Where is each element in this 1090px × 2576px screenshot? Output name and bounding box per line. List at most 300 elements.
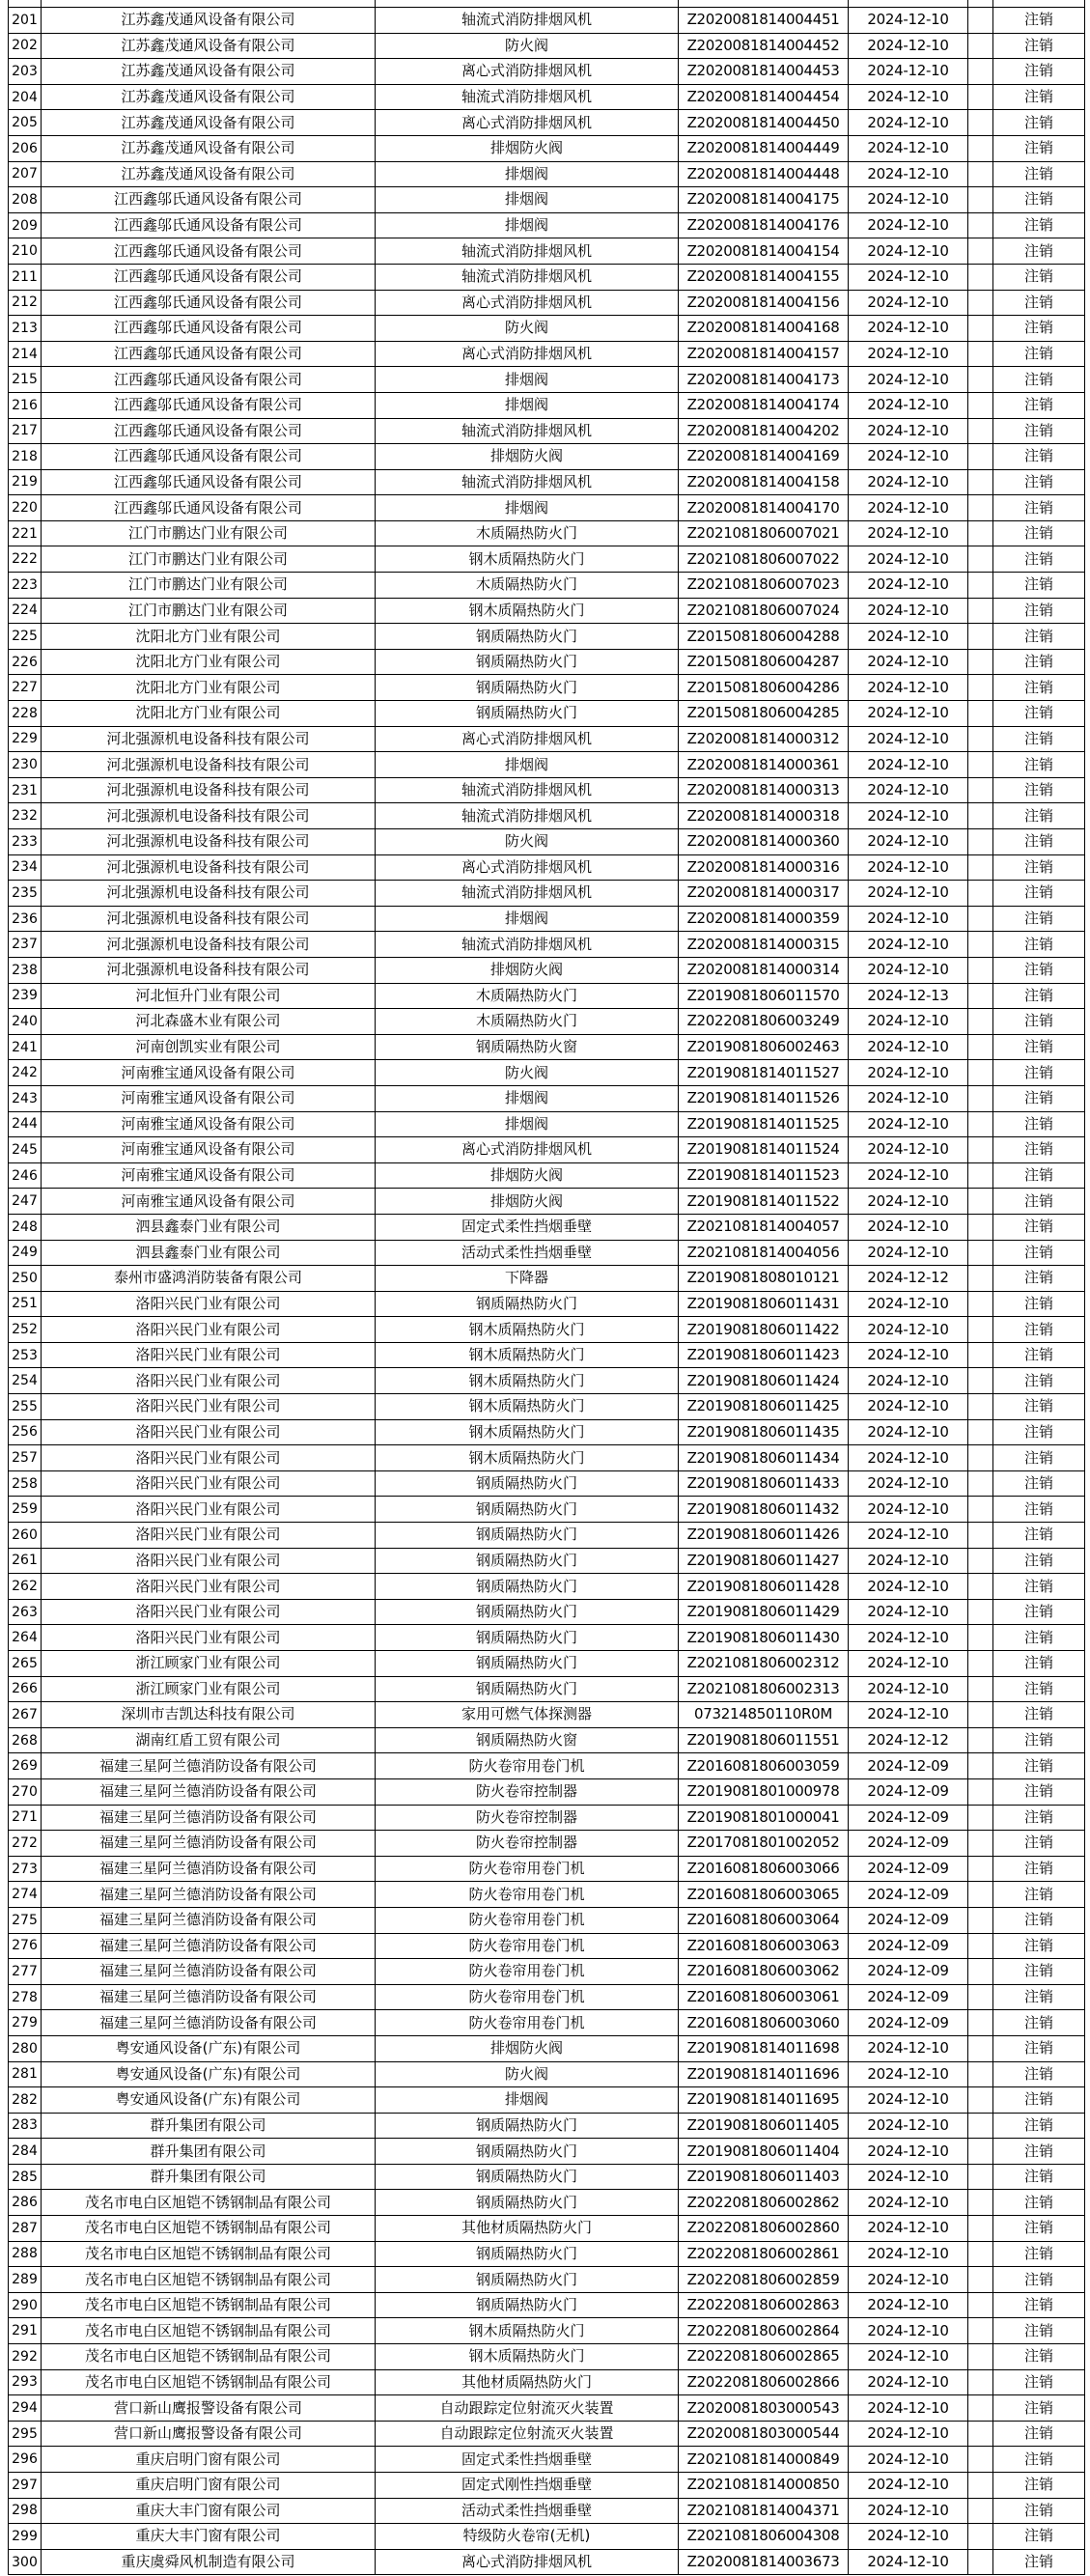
product-cell: 排烟阀	[376, 907, 679, 932]
certificate-cell: Z2020081814004453	[679, 59, 849, 84]
company-cell: 河南雅宝通风设备有限公司	[42, 1060, 376, 1085]
company-cell: 重庆启明门窗有限公司	[42, 2447, 376, 2472]
spacer-cell	[968, 1112, 993, 1137]
company-cell: 福建三星阿兰德消防设备有限公司	[42, 1908, 376, 1933]
product-cell: 木质隔热防火门	[376, 984, 679, 1009]
product-cell: 钢木质隔热防火门	[376, 1394, 679, 1419]
status-cell: 注销	[993, 1625, 1085, 1650]
date-cell: 2024-12-10	[849, 881, 968, 906]
spacer-cell	[968, 2165, 993, 2190]
product-cell: 排烟阀	[376, 1112, 679, 1137]
company-cell: 茂名市电白区旭铠不锈钢制品有限公司	[42, 2216, 376, 2241]
date-cell: 2024-12-10	[849, 1060, 968, 1085]
certificate-cell: Z2021081806007021	[679, 521, 849, 546]
product-cell: 离心式消防排烟风机	[376, 342, 679, 367]
status-cell: 注销	[993, 1292, 1085, 1317]
status-cell: 注销	[993, 1702, 1085, 1727]
table-row	[9, 238, 1085, 265]
row-number-cell: 287	[9, 2216, 42, 2241]
product-cell: 家用可燃气体探测器	[376, 1702, 679, 1727]
company-cell: 江西鑫邬氏通风设备有限公司	[42, 265, 376, 290]
spacer-cell	[968, 624, 993, 649]
company-cell: 沈阳北方门业有限公司	[42, 624, 376, 649]
row-number-cell: 201	[9, 8, 42, 33]
product-cell: 防火卷帘控制器	[376, 1831, 679, 1856]
table-row	[9, 701, 1085, 727]
spacer-cell	[968, 342, 993, 367]
company-cell: 茂名市电白区旭铠不锈钢制品有限公司	[42, 2293, 376, 2318]
certificate-cell: Z2019081814011698	[679, 2036, 849, 2061]
row-number-cell: 273	[9, 1857, 42, 1882]
row-number-cell: 206	[9, 136, 42, 161]
date-cell: 2024-12-10	[849, 1215, 968, 1240]
table-row	[9, 1420, 1085, 1446]
certificate-cell: Z2019081806011432	[679, 1497, 849, 1522]
spacer-cell	[968, 1806, 993, 1831]
product-cell: 钢质隔热防火门	[376, 2165, 679, 2190]
certificate-cell: Z2020081814004168	[679, 316, 849, 341]
date-cell: 2024-12-10	[849, 2370, 968, 2395]
date-cell: 2024-12-10	[849, 1368, 968, 1393]
row-number-cell: 204	[9, 85, 42, 110]
product-cell: 轴流式消防排烟风机	[376, 778, 679, 803]
row-number-cell: 281	[9, 2062, 42, 2087]
table-row	[9, 1086, 1085, 1112]
table-row	[9, 1702, 1085, 1728]
row-number-cell: 251	[9, 1292, 42, 1317]
product-cell: 钢质隔热防火门	[376, 1651, 679, 1676]
status-cell: 注销	[993, 1677, 1085, 1702]
row-number-cell: 274	[9, 1882, 42, 1907]
company-cell: 福建三星阿兰德消防设备有限公司	[42, 1831, 376, 1856]
company-cell: 洛阳兴民门业有限公司	[42, 1292, 376, 1317]
table-row	[9, 1112, 1085, 1138]
row-number-cell: 265	[9, 1651, 42, 1676]
spacer-cell	[968, 958, 993, 983]
row-number-cell: 234	[9, 855, 42, 881]
status-cell: 注销	[993, 419, 1085, 444]
certificate-cell: Z2021081806007024	[679, 599, 849, 624]
table-row	[9, 367, 1085, 393]
spacer-cell	[968, 1677, 993, 1702]
certificate-cell: Z2019081814011525	[679, 1112, 849, 1137]
table-row	[9, 1753, 1085, 1779]
company-cell: 江苏鑫茂通风设备有限公司	[42, 85, 376, 110]
company-cell: 江苏鑫茂通风设备有限公司	[42, 162, 376, 187]
table-row	[9, 2267, 1085, 2293]
spacer-cell	[968, 803, 993, 828]
product-cell: 钢木质隔热防火门	[376, 2344, 679, 2369]
status-cell: 注销	[993, 932, 1085, 957]
product-cell: 防火卷帘用卷门机	[376, 1934, 679, 1959]
row-number-cell: 222	[9, 546, 42, 572]
company-cell: 江西鑫邬氏通风设备有限公司	[42, 316, 376, 341]
certificate-cell: Z2020081814004176	[679, 213, 849, 238]
row-number-cell: 212	[9, 291, 42, 316]
row-number-cell: 272	[9, 1831, 42, 1856]
company-cell: 河北强源机电设备科技有限公司	[42, 932, 376, 957]
certificate-cell: Z2020081814004155	[679, 265, 849, 290]
spacer-cell	[968, 907, 993, 932]
company-cell: 洛阳兴民门业有限公司	[42, 1420, 376, 1445]
table-row	[9, 1908, 1085, 1934]
status-cell: 注销	[993, 1806, 1085, 1831]
status-cell: 注销	[993, 1317, 1085, 1342]
spacer-cell	[968, 59, 993, 84]
certificate-cell: Z2020081814004173	[679, 367, 849, 392]
status-cell: 注销	[993, 958, 1085, 983]
certificate-cell: Z2020081814004158	[679, 470, 849, 495]
row-number-cell: 260	[9, 1523, 42, 1548]
row-number-cell: 240	[9, 1009, 42, 1034]
date-cell: 2024-12-10	[849, 2114, 968, 2139]
table-row	[9, 1600, 1085, 1626]
date-cell: 2024-12-10	[849, 2036, 968, 2061]
status-cell: 注销	[993, 291, 1085, 316]
product-cell: 钢质隔热防火门	[376, 1677, 679, 1702]
date-cell: 2024-12-10	[849, 1574, 968, 1599]
row-number-cell: 230	[9, 752, 42, 777]
company-cell: 粤安通风设备(广东)有限公司	[42, 2062, 376, 2087]
spacer-cell	[968, 2395, 993, 2421]
certificate-cell: Z2020081814000360	[679, 829, 849, 854]
table-row	[9, 1266, 1085, 1292]
row-number-cell: 238	[9, 958, 42, 983]
company-cell: 粤安通风设备(广东)有限公司	[42, 2036, 376, 2061]
product-cell: 防火阀	[376, 829, 679, 854]
certificate-cell: Z2019081806011430	[679, 1625, 849, 1650]
row-number-cell: 285	[9, 2165, 42, 2190]
row-number-cell: 270	[9, 1779, 42, 1805]
row-number-cell: 299	[9, 2524, 42, 2549]
table-row	[9, 675, 1085, 701]
certificate-cell: Z2019081814011527	[679, 1060, 849, 1085]
status-cell: 注销	[993, 34, 1085, 59]
company-cell: 江门市鹏达门业有限公司	[42, 521, 376, 546]
row-number-cell: 224	[9, 599, 42, 624]
row-number-cell: 236	[9, 907, 42, 932]
date-cell: 2024-12-10	[849, 1163, 968, 1189]
certificate-cell: Z2022081806002861	[679, 2242, 849, 2267]
date-cell: 2024-12-10	[849, 1497, 968, 1522]
product-cell: 离心式消防排烟风机	[376, 59, 679, 84]
table-row	[9, 624, 1085, 650]
status-cell: 注销	[993, 546, 1085, 572]
row-number-cell: 297	[9, 2473, 42, 2498]
spacer-cell	[968, 573, 993, 598]
date-cell: 2024-12-10	[849, 1317, 968, 1342]
certificate-cell: Z2016081806003061	[679, 1985, 849, 2010]
status-cell: 注销	[993, 238, 1085, 264]
status-cell: 注销	[993, 1241, 1085, 1266]
status-cell: 注销	[993, 1471, 1085, 1497]
table-row	[9, 546, 1085, 573]
spacer-cell	[968, 1600, 993, 1625]
product-cell: 钢木质隔热防火门	[376, 1368, 679, 1393]
date-cell: 2024-12-10	[849, 521, 968, 546]
table-row	[9, 162, 1085, 188]
table-row	[9, 2139, 1085, 2165]
company-cell: 福建三星阿兰德消防设备有限公司	[42, 1959, 376, 1984]
status-cell: 注销	[993, 2036, 1085, 2061]
company-cell: 洛阳兴民门业有限公司	[42, 1625, 376, 1650]
product-cell: 轴流式消防排烟风机	[376, 803, 679, 828]
spacer-cell	[968, 778, 993, 803]
certificate-cell: Z2021081814000849	[679, 2447, 849, 2472]
company-cell: 河南雅宝通风设备有限公司	[42, 1086, 376, 1111]
table-row	[9, 85, 1085, 111]
row-number-cell: 267	[9, 1702, 42, 1727]
status-cell: 注销	[993, 2499, 1085, 2524]
spacer-cell	[968, 1549, 993, 1574]
certificate-cell: Z2019081814011523	[679, 1163, 849, 1189]
date-cell: 2024-12-10	[849, 778, 968, 803]
table-row	[9, 1934, 1085, 1960]
row-number-cell: 242	[9, 1060, 42, 1085]
date-cell: 2024-12-10	[849, 2062, 968, 2087]
product-cell: 其他材质隔热防火门	[376, 2370, 679, 2395]
certificate-cell: Z2021081814004056	[679, 1241, 849, 1266]
date-cell: 2024-12-10	[849, 650, 968, 675]
table-row	[9, 1985, 1085, 2011]
company-cell: 江苏鑫茂通风设备有限公司	[42, 136, 376, 161]
product-cell: 其他材质隔热防火门	[376, 2216, 679, 2241]
product-cell: 固定式柔性挡烟垂壁	[376, 1215, 679, 1240]
status-cell: 注销	[993, 1959, 1085, 1984]
certificate-cell: Z2021081806007022	[679, 546, 849, 572]
table-row	[9, 1368, 1085, 1394]
date-cell: 2024-12-10	[849, 8, 968, 33]
row-number-cell: 235	[9, 881, 42, 906]
table-row	[9, 1163, 1085, 1190]
date-cell: 2024-12-10	[849, 803, 968, 828]
table-row	[9, 444, 1085, 470]
product-cell: 钢木质隔热防火门	[376, 1420, 679, 1445]
spacer-cell	[968, 855, 993, 881]
company-cell: 福建三星阿兰德消防设备有限公司	[42, 1779, 376, 1805]
date-cell: 2024-12-10	[849, 675, 968, 700]
company-cell: 茂名市电白区旭铠不锈钢制品有限公司	[42, 2318, 376, 2343]
row-number-cell: 220	[9, 495, 42, 520]
date-cell: 2024-12-10	[849, 85, 968, 110]
status-cell: 注销	[993, 1420, 1085, 1445]
date-cell: 2024-12-10	[849, 136, 968, 161]
certificate-cell: Z2021081814004057	[679, 1215, 849, 1240]
status-cell: 注销	[993, 1753, 1085, 1778]
spacer-cell	[968, 1343, 993, 1368]
status-cell: 注销	[993, 1035, 1085, 1060]
status-cell: 注销	[993, 1574, 1085, 1599]
company-cell: 江门市鹏达门业有限公司	[42, 546, 376, 572]
product-cell: 排烟防火阀	[376, 444, 679, 469]
table-row	[9, 59, 1085, 85]
date-cell: 2024-12-10	[849, 34, 968, 59]
row-number-cell: 213	[9, 316, 42, 341]
certificate-cell: Z2016081806003059	[679, 1753, 849, 1778]
product-cell: 钢质隔热防火门	[376, 2242, 679, 2267]
table-row	[9, 1728, 1085, 1754]
company-cell: 湖南红盾工贸有限公司	[42, 1728, 376, 1753]
row-number-cell: 208	[9, 187, 42, 212]
company-cell: 福建三星阿兰德消防设备有限公司	[42, 1753, 376, 1778]
status-cell: 注销	[993, 1934, 1085, 1959]
product-cell: 钢质隔热防火窗	[376, 1035, 679, 1060]
table-row	[9, 2344, 1085, 2370]
date-cell: 2024-12-09	[849, 1882, 968, 1907]
row-number-cell: 247	[9, 1189, 42, 1214]
status-cell: 注销	[993, 2062, 1085, 2087]
date-cell: 2024-12-10	[849, 2190, 968, 2215]
table-row	[9, 1497, 1085, 1523]
certificate-cell: Z2019081806011405	[679, 2114, 849, 2139]
row-number-cell: 254	[9, 1368, 42, 1393]
table-row	[9, 1574, 1085, 1600]
product-cell: 轴流式消防排烟风机	[376, 85, 679, 110]
date-cell: 2024-12-10	[849, 2550, 968, 2575]
table-row	[9, 1779, 1085, 1806]
certificate-cell: Z2022081806002863	[679, 2293, 849, 2318]
status-cell: 注销	[993, 1394, 1085, 1419]
spacer-cell	[968, 238, 993, 264]
date-cell: 2024-12-10	[849, 2447, 968, 2472]
company-cell: 重庆虞舜风机制造有限公司	[42, 2550, 376, 2575]
date-cell: 2024-12-09	[849, 2010, 968, 2035]
company-cell: 泗县鑫泰门业有限公司	[42, 1241, 376, 1266]
certificate-cell: Z2019081801000978	[679, 1779, 849, 1805]
company-cell: 洛阳兴民门业有限公司	[42, 1497, 376, 1522]
product-cell: 钢质隔热防火门	[376, 1471, 679, 1497]
date-cell: 2024-12-12	[849, 1728, 968, 1753]
table-row	[9, 2087, 1085, 2114]
certificate-cell: Z2019081806011427	[679, 1549, 849, 1574]
company-cell: 河北强源机电设备科技有限公司	[42, 778, 376, 803]
row-number-cell: 298	[9, 2499, 42, 2524]
certificate-cell: Z2021081806007023	[679, 573, 849, 598]
company-cell: 河北强源机电设备科技有限公司	[42, 752, 376, 777]
spacer-cell	[968, 265, 993, 290]
spacer-cell	[968, 1831, 993, 1856]
product-cell: 排烟阀	[376, 187, 679, 212]
table-row	[9, 1035, 1085, 1061]
certificate-cell: Z2019081808010121	[679, 1266, 849, 1291]
table-row	[9, 907, 1085, 933]
status-cell: 注销	[993, 1189, 1085, 1214]
company-cell: 洛阳兴民门业有限公司	[42, 1394, 376, 1419]
spacer-cell	[968, 444, 993, 469]
table-row	[9, 2165, 1085, 2191]
product-cell: 排烟防火阀	[376, 2036, 679, 2061]
table-row	[9, 958, 1085, 984]
date-cell: 2024-12-10	[849, 1420, 968, 1445]
table-row	[9, 1060, 1085, 1086]
date-cell: 2024-12-10	[849, 2524, 968, 2549]
row-number-cell: 203	[9, 59, 42, 84]
certificate-cell: Z2020081814003673	[679, 2550, 849, 2575]
spacer-cell	[968, 1753, 993, 1778]
spacer-cell	[968, 1394, 993, 1419]
table-row	[9, 1445, 1085, 1471]
spacer-cell	[968, 701, 993, 726]
certificate-cell: Z2016081806003064	[679, 1908, 849, 1933]
product-cell: 钢木质隔热防火门	[376, 1317, 679, 1342]
table-row	[9, 265, 1085, 291]
row-number-cell: 249	[9, 1241, 42, 1266]
spacer-cell	[968, 1882, 993, 1907]
company-cell: 群升集团有限公司	[42, 2139, 376, 2164]
row-number-cell: 209	[9, 213, 42, 238]
certificate-cell: Z2020081814004449	[679, 136, 849, 161]
product-cell: 排烟阀	[376, 367, 679, 392]
status-cell: 注销	[993, 265, 1085, 290]
row-number-cell: 283	[9, 2114, 42, 2139]
table-row	[9, 2422, 1085, 2448]
table-row	[9, 599, 1085, 625]
certificate-cell	[679, 0, 849, 7]
status-cell: 注销	[993, 1368, 1085, 1393]
status-cell: 注销	[993, 59, 1085, 84]
certificate-cell: Z2020081814004175	[679, 187, 849, 212]
certificate-cell: Z2022081806002866	[679, 2370, 849, 2395]
table-row	[9, 2036, 1085, 2062]
product-cell: 排烟防火阀	[376, 958, 679, 983]
certificate-cell: Z2019081806011429	[679, 1600, 849, 1625]
product-cell: 木质隔热防火门	[376, 573, 679, 598]
table-row	[9, 1009, 1085, 1035]
company-cell: 沈阳北方门业有限公司	[42, 701, 376, 726]
company-cell: 河北强源机电设备科技有限公司	[42, 881, 376, 906]
row-number-cell: 233	[9, 829, 42, 854]
product-cell: 钢质隔热防火门	[376, 1292, 679, 1317]
company-cell: 洛阳兴民门业有限公司	[42, 1471, 376, 1497]
spacer-cell	[968, 1163, 993, 1189]
row-number-cell: 217	[9, 419, 42, 444]
spacer-cell	[968, 316, 993, 341]
product-cell: 钢质隔热防火门	[376, 2293, 679, 2318]
company-cell: 江苏鑫茂通风设备有限公司	[42, 8, 376, 33]
status-cell: 注销	[993, 1651, 1085, 1676]
status-cell: 注销	[993, 1445, 1085, 1470]
company-cell: 河南雅宝通风设备有限公司	[42, 1189, 376, 1214]
certificate-cell: Z2020081814000359	[679, 907, 849, 932]
date-cell: 2024-12-10	[849, 546, 968, 572]
table-row	[9, 1241, 1085, 1267]
company-cell: 洛阳兴民门业有限公司	[42, 1600, 376, 1625]
certificate-cell: Z2019081814011524	[679, 1137, 849, 1162]
table-row	[9, 1317, 1085, 1343]
company-cell: 洛阳兴民门业有限公司	[42, 1549, 376, 1574]
table-row	[9, 495, 1085, 521]
status-cell: 注销	[993, 2087, 1085, 2113]
status-cell: 注销	[993, 984, 1085, 1009]
status-cell: 注销	[993, 2370, 1085, 2395]
product-cell: 钢质隔热防火窗	[376, 1728, 679, 1753]
spacer-cell	[968, 2062, 993, 2087]
row-number-cell: 215	[9, 367, 42, 392]
spacer-cell	[968, 1420, 993, 1445]
spacer-cell	[968, 2242, 993, 2267]
table-row	[9, 2010, 1085, 2036]
certificate-cell: Z2019081806011423	[679, 1343, 849, 1368]
product-cell: 离心式消防排烟风机	[376, 727, 679, 752]
company-cell: 福建三星阿兰德消防设备有限公司	[42, 1934, 376, 1959]
product-cell: 钢质隔热防火门	[376, 675, 679, 700]
status-cell: 注销	[993, 2473, 1085, 2498]
partial-top-row	[9, 0, 1085, 8]
spacer-cell	[968, 1292, 993, 1317]
product-cell: 离心式消防排烟风机	[376, 2550, 679, 2575]
certificate-cell: Z2019081806011422	[679, 1317, 849, 1342]
company-cell: 河北强源机电设备科技有限公司	[42, 803, 376, 828]
